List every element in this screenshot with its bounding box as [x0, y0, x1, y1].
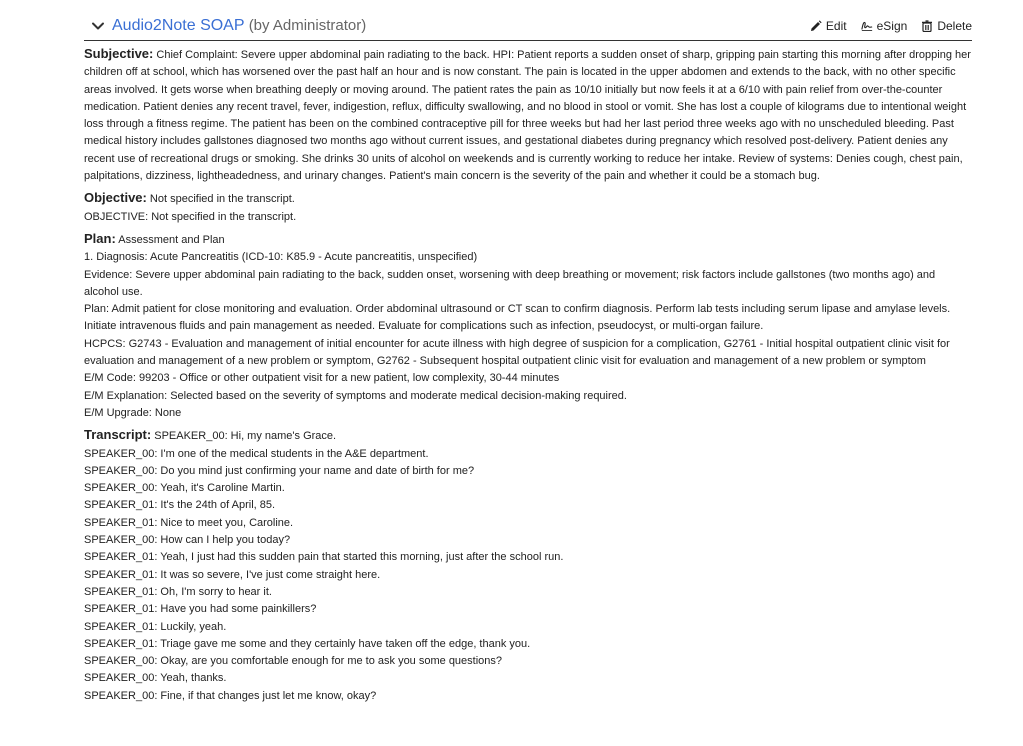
objective-text: Not specified in the transcript. [149, 193, 295, 206]
transcript-line: SPEAKER_01: It's the 24th of April, 85. [84, 499, 276, 512]
transcript-line: SPEAKER_01: Have you had some painkillers? [84, 603, 317, 616]
transcript-label: Transcript: [84, 427, 152, 443]
transcript-line: SPEAKER_01: Oh, I'm sorry to hear it. [84, 585, 272, 598]
plan-line: 1. Diagnosis: Acute Pancreatitis (ICD-10: K85.9 - Acute pancreatitis, unspecified) [84, 251, 478, 264]
transcript-line: SPEAKER_00: Fine, if that changes just let me know, okay? [84, 689, 377, 702]
note-content [84, 41, 972, 705]
chevron-down-icon[interactable] [90, 18, 106, 34]
subjective-text: Chief Complaint: Severe upper abdominal pain radiating to the back. HPI: Patient reports a sudden onset of sharp, gripping pain starting this morning after dropping her children off at school, which has worsened over the past half an hour and is now constant. The pain is located in the upper abdomen and extends to the back, with no other specific areas involved. It gets worse when breathing deeply or moving around. The patient rates the pain as 10/10 initially but now feels it at a 6/10 with pain relief from over-the-counter medication. Patient denies any recent travel, fever, indigestion, reflux, difficulty swallowing, and no blood in stool or vomit. She has lost a couple of kilograms due to intentional weight loss through a fitness regime. The patient has been on the combined contraceptive pill for three weeks but had her last period three weeks ago with no unscheduled bleeding. Past medical history includes gallstones diagnosed two months ago without current issues, and gestational diabetes during pregnancy which resolved post-delivery. Patient denies any recent use of recreational drugs or smoking. She drinks 30 units of alcohol on weekends and is currently working to reduce her intake. Review of systems: Denies cough, chest pain, palpitations, dizziness, lightheadedness, and urinary changes. Patient's main concern is the severity of the pain and whether it could be a stomach bug. [84, 49, 971, 183]
transcript-line: SPEAKER_00: Okay, are you comfortable enough for me to ask you some questions? [84, 655, 503, 668]
subjective-label: Subjective: [84, 46, 154, 61]
signature-icon [861, 20, 873, 32]
note-author: (by Administrator) [248, 17, 367, 34]
plan-text: Assessment and Plan [118, 233, 225, 246]
note-header [84, 12, 972, 41]
delete-label: Delete [937, 19, 972, 33]
pencil-icon [810, 20, 822, 32]
transcript-line: SPEAKER_00: Hi, my name's Grace. [154, 430, 337, 443]
esign-label: eSign [876, 19, 908, 33]
objective-label: Objective: [84, 190, 147, 206]
objective-extra: OBJECTIVE: Not specified in the transcript. [84, 210, 297, 223]
transcript-line: SPEAKER_01: Yeah, I just had this sudden pain that started this morning, just after the school run. [84, 551, 564, 564]
note-actions [810, 19, 972, 33]
note-title-link[interactable]: Audio2Note SOAP [112, 17, 245, 34]
edit-label: Edit [825, 19, 847, 33]
transcript-line: SPEAKER_00: How can I help you today? [84, 534, 291, 547]
transcript-line: SPEAKER_01: Triage gave me some and they certainly have taken off the edge, thank you. [84, 637, 531, 650]
plan-label: Plan: [84, 230, 116, 246]
plan-line: E/M Upgrade: None [84, 406, 182, 419]
plan-line: E/M Explanation: Selected based on the severity of symptoms and moderate medical decision-making required. [84, 389, 627, 402]
edit-button[interactable] [810, 19, 847, 33]
plan-section [84, 230, 972, 422]
delete-button[interactable] [921, 19, 972, 33]
subjective-section [84, 45, 972, 185]
transcript-section [84, 426, 972, 705]
plan-line: Plan: Admit patient for close monitoring and evaluation. Order abdominal ultrasound or CT scan to confirm diagnosis. Perform lab tests including serum lipase and amylase levels. Initiate intravenous fluids and pain management as needed. Evaluate for complications such as infection, pseudocyst, or multi-organ failure. [84, 303, 951, 333]
plan-line: HCPCS: G2743 - Evaluation and management of initial encounter for acute illness with high degree of suspicion for a complication, G2761 - Initial hospital outpatient clinic visit for evaluation and management of a new problem or symptom, G2762 - Subsequent hospital outpatient clinic visit for evaluation and management of a new problem or symptom [84, 337, 950, 368]
transcript-line: SPEAKER_00: Yeah, thanks. [84, 672, 227, 685]
objective-section [84, 189, 972, 226]
transcript-line: SPEAKER_00: I'm one of the medical students in the A&E department. [84, 447, 429, 460]
plan-line: Evidence: Severe upper abdominal pain radiating to the back, sudden onset, worsening with deep breathing or movement; risk factors include gallstones (two months ago) and alcohol use. [84, 268, 936, 298]
plan-line: E/M Code: 99203 - Office or other outpatient visit for a new patient, low complexity, 30-44 minutes [84, 372, 560, 385]
transcript-line: SPEAKER_01: It was so severe, I've just come straight here. [84, 568, 381, 581]
transcript-line: SPEAKER_01: Luckily, yeah. [84, 620, 227, 633]
esign-button[interactable] [861, 19, 908, 33]
transcript-line: SPEAKER_00: Yeah, it's Caroline Martin. [84, 482, 285, 495]
transcript-line: SPEAKER_00: Do you mind just confirming your name and date of birth for me? [84, 464, 475, 477]
transcript-line: SPEAKER_01: Nice to meet you, Caroline. [84, 516, 294, 529]
soap-note [84, 12, 972, 709]
note-title [112, 17, 366, 35]
trash-icon [921, 20, 933, 32]
